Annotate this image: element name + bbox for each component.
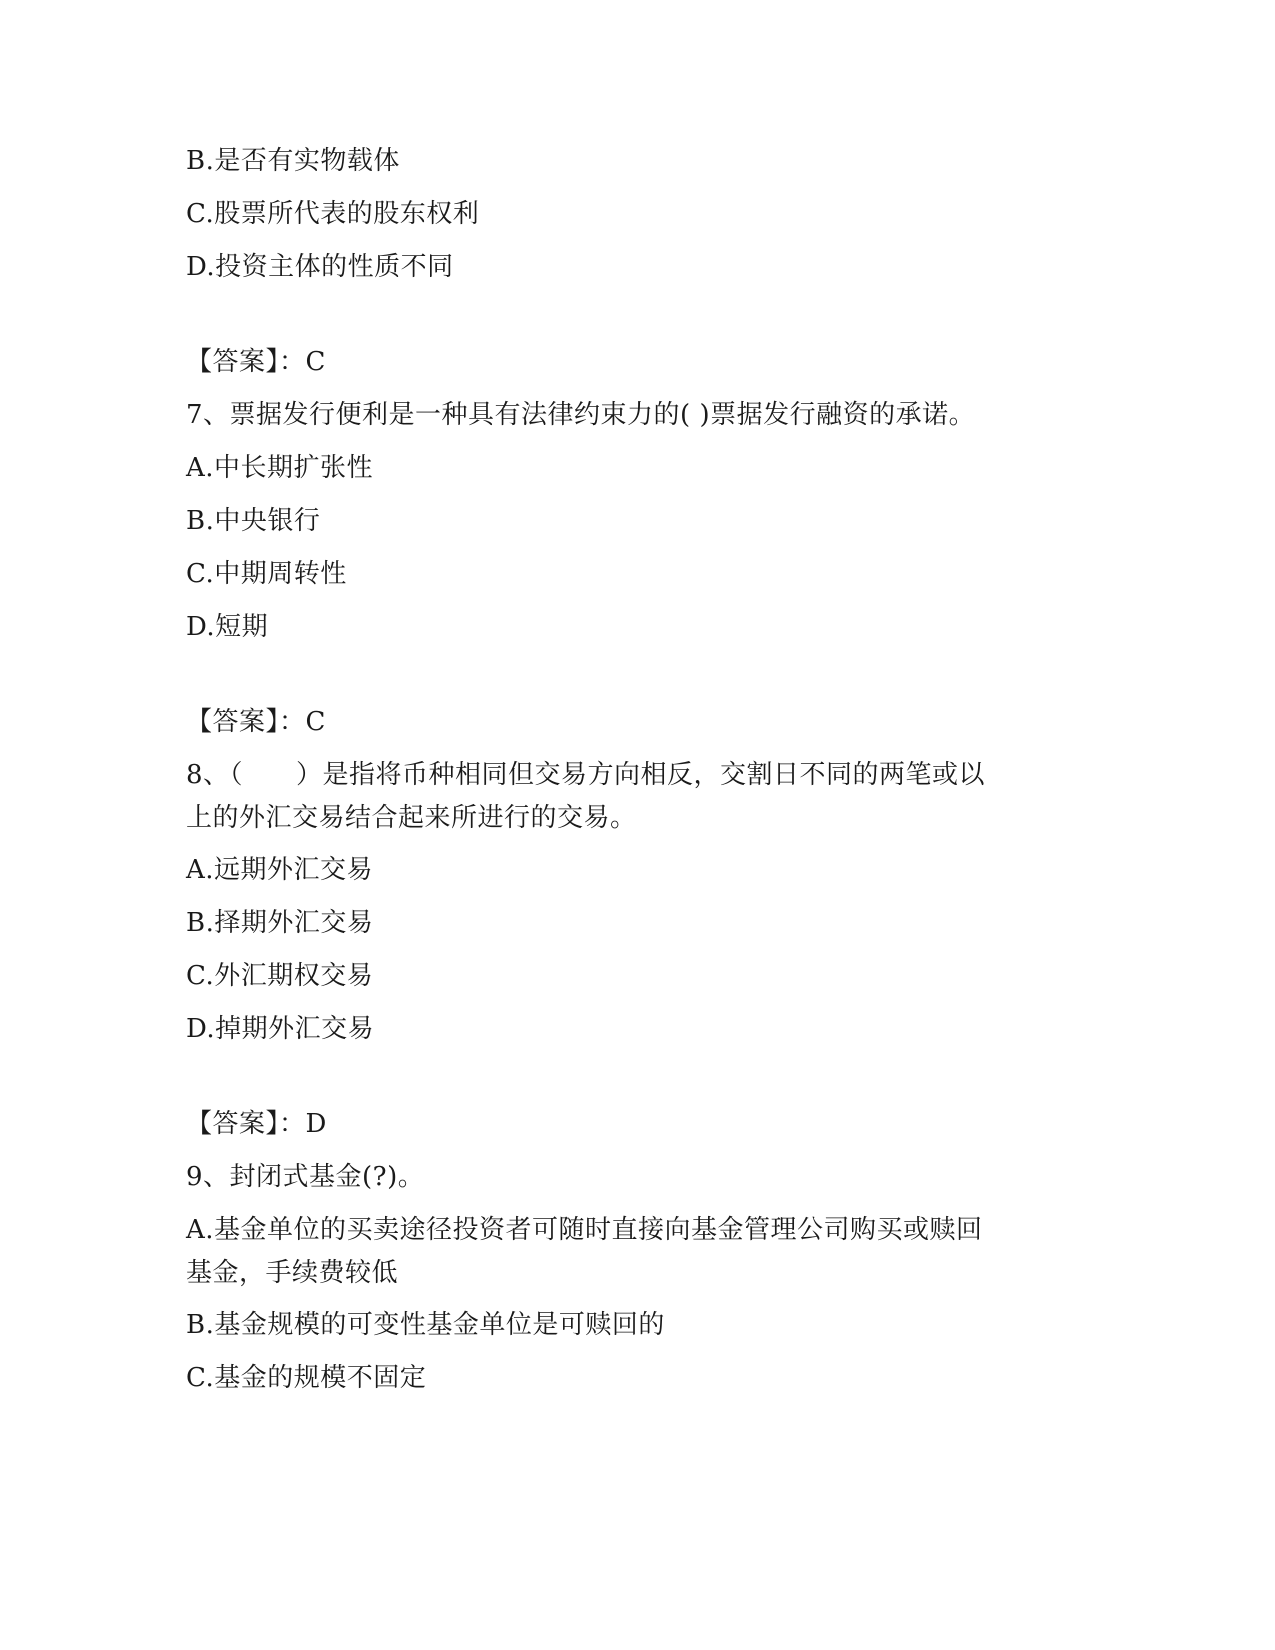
q9-option-a-line2: 基金，手续费较低 [186, 1258, 399, 1288]
q7-option-b: B.中央银行 [186, 506, 321, 536]
q8-stem-line1: 8、（ ）是指将币种相同但交易方向相反，交割日不同的两笔或以 [186, 760, 986, 790]
q8-option-c: C.外汇期权交易 [186, 961, 374, 991]
q6-option-c: C.股票所代表的股东权利 [186, 199, 480, 229]
q6-answer: 【答案】：C [186, 347, 326, 377]
q9-option-a-line1: A.基金单位的买卖途径投资者可随时直接向基金管理公司购买或赎回 [186, 1215, 983, 1245]
q6-option-b: B.是否有实物载体 [186, 146, 400, 176]
q9-stem: 9、封闭式基金(?)。 [186, 1162, 425, 1192]
q8-answer: 【答案】：D [186, 1109, 327, 1139]
q8-option-d: D.掉期外汇交易 [186, 1014, 375, 1044]
q7-option-d: D.短期 [186, 612, 269, 642]
q6-option-d: D.投资主体的性质不同 [186, 252, 454, 282]
q7-option-c: C.中期周转性 [186, 559, 347, 589]
q7-stem: 7、票据发行便利是一种具有法律约束力的( )票据发行融资的承诺。 [186, 400, 976, 430]
q7-option-a: A.中长期扩张性 [186, 453, 374, 483]
q9-option-c: C.基金的规模不固定 [186, 1363, 427, 1393]
q8-option-a: A.远期外汇交易 [186, 855, 374, 885]
q9-option-b: B.基金规模的可变性基金单位是可赎回的 [186, 1310, 665, 1340]
q8-stem-line2: 上的外汇交易结合起来所进行的交易。 [186, 803, 637, 833]
q7-answer: 【答案】：C [186, 707, 326, 737]
q8-option-b: B.择期外汇交易 [186, 908, 374, 938]
